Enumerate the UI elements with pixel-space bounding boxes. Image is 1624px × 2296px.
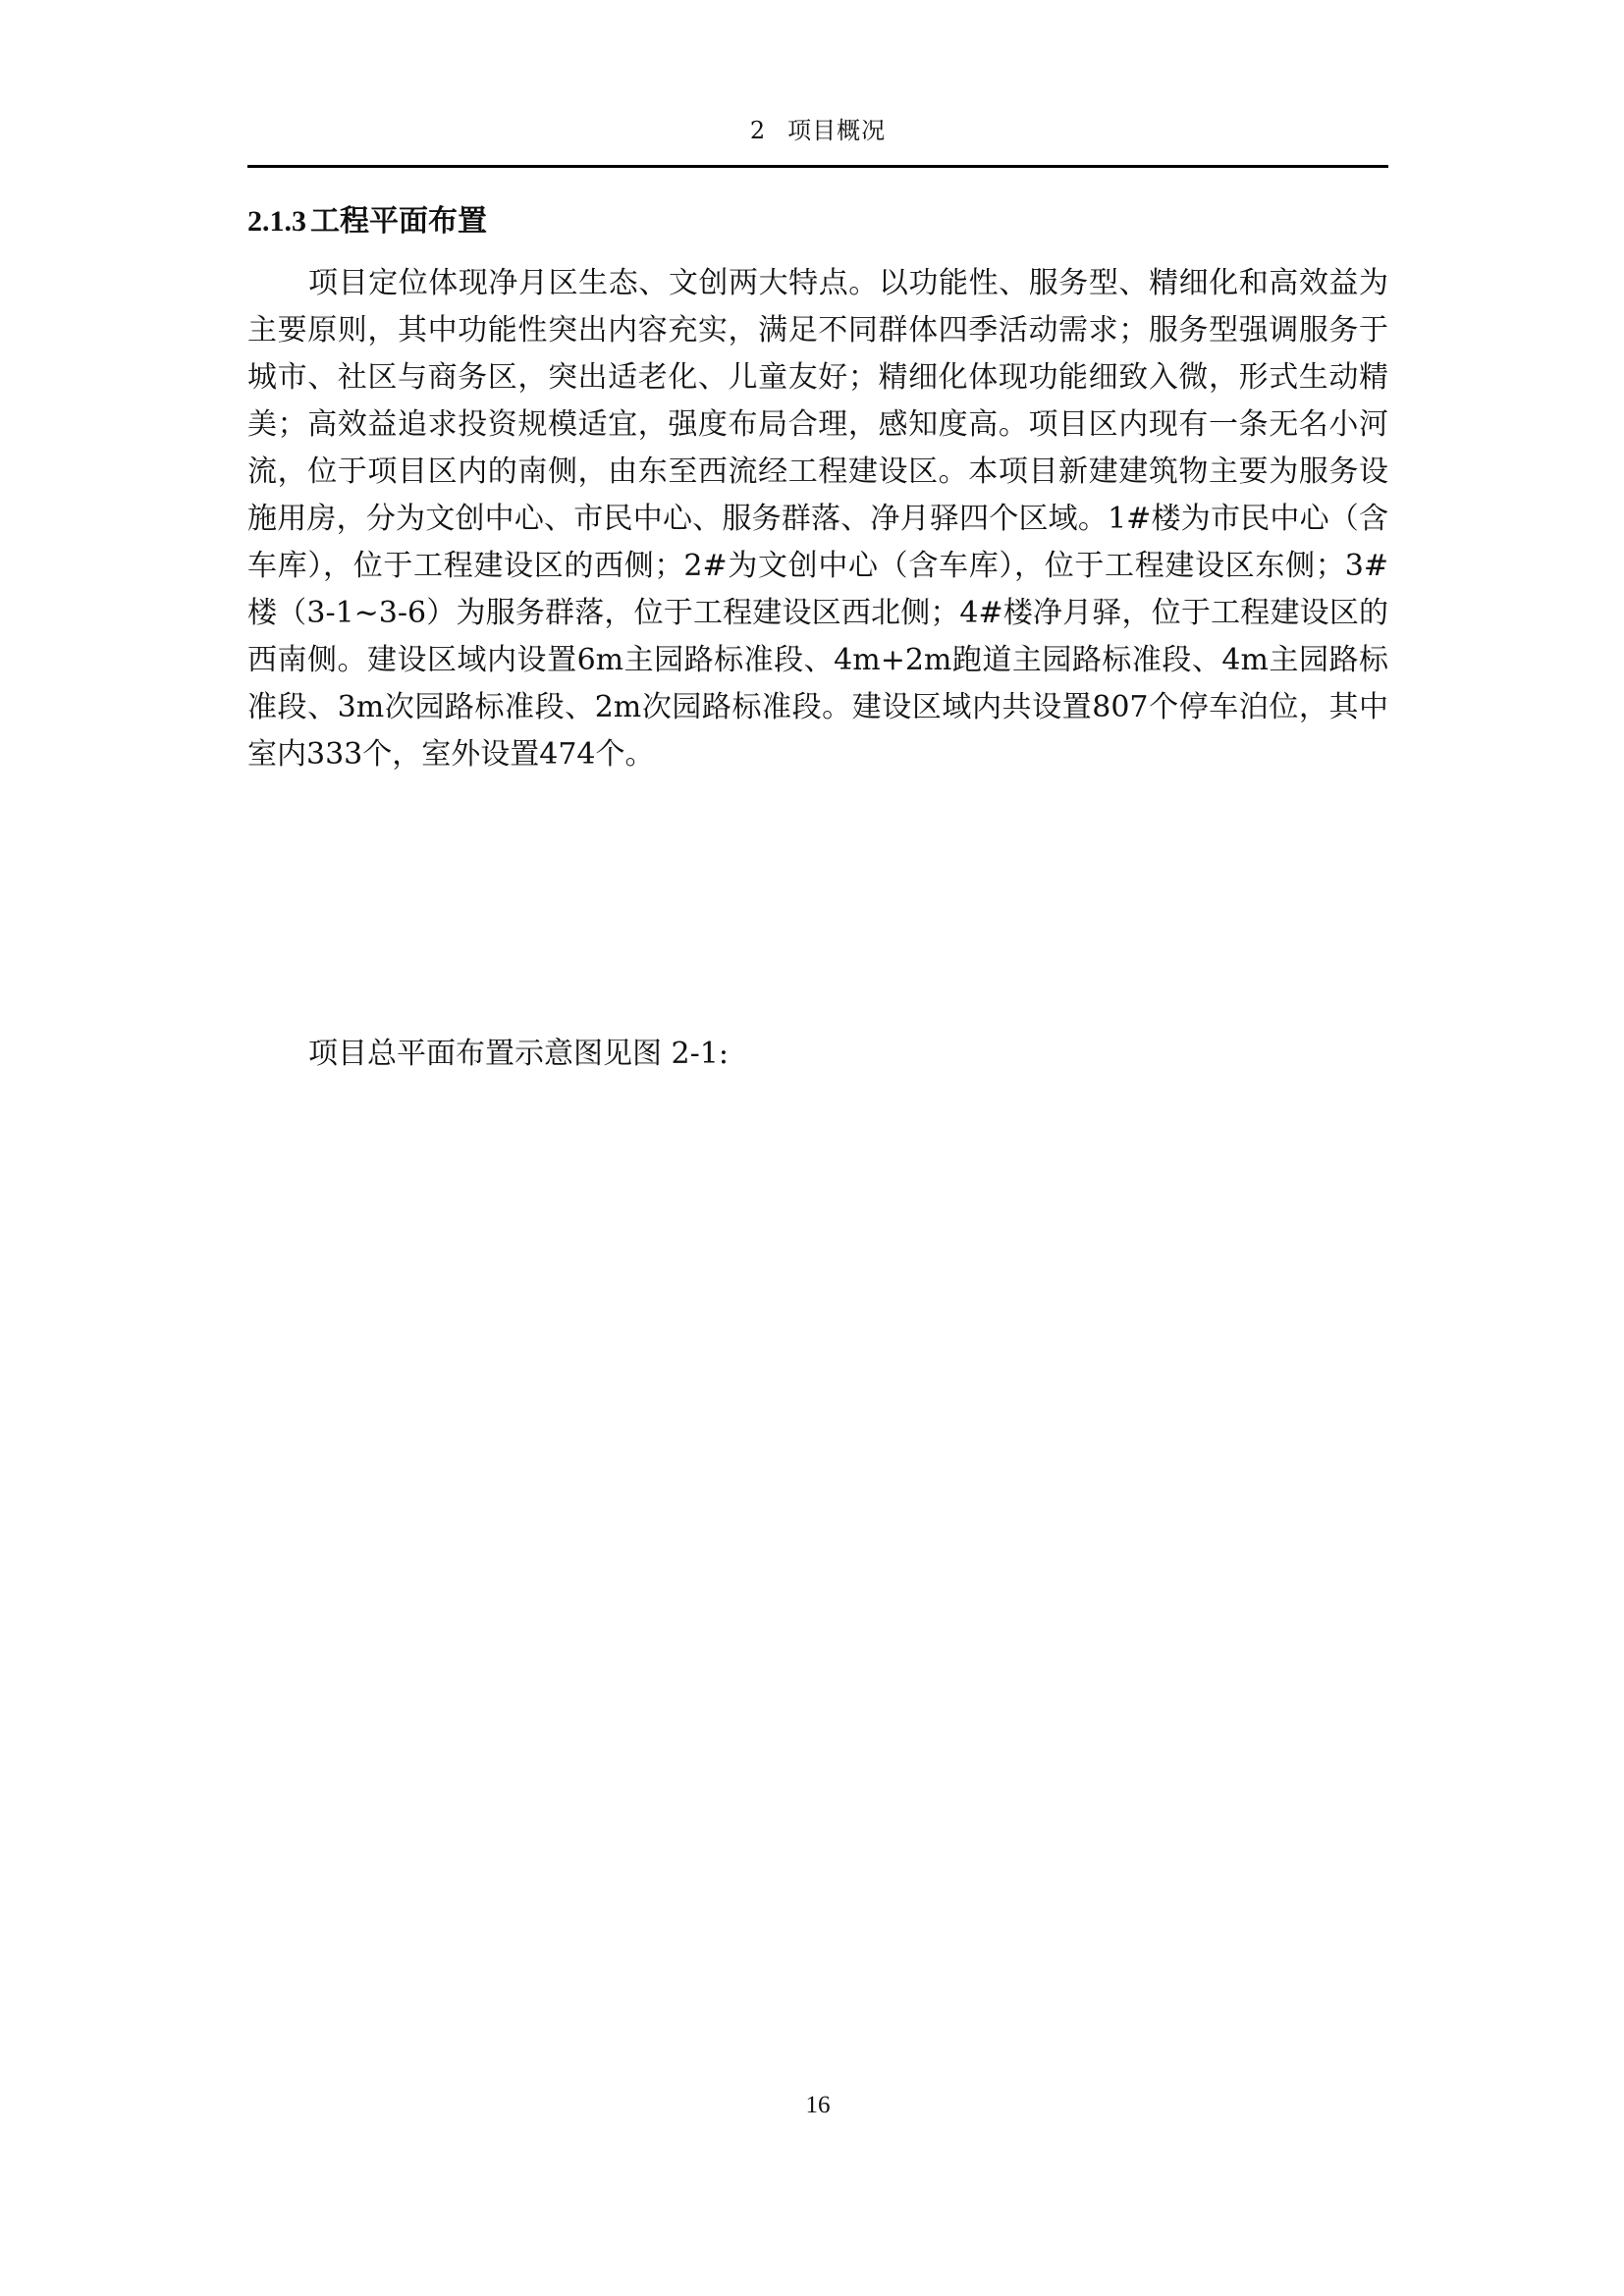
running-header [247,116,1388,145]
page-number: 16 [805,2092,831,2118]
section-title: 工程平面布置 [310,204,487,239]
body-paragraph-figure-reference: 项目总平面布置示意图见图 2-1: [308,1037,729,1071]
section-heading [247,202,487,241]
header-divider [247,165,1388,168]
header-chapter-title: 项目概况 [787,117,887,144]
header-chapter-number: 2 [749,117,767,144]
section-number: 2.1.3 [247,205,306,238]
body-paragraph-layout: 项目定位体现净月区生态、文创两大特点。以功能性、服务型、精细化和高效益为主要原则，其中功能性突出内容充实，满足不同群体四季活动需求；服务型强调服务于城市、社区与商务区，突出适老化、儿童友好；精细化体现功能细致入微，形式生动精美；高效益追求投资规模适宜，强度布局合理，感知度高。项目区内现有一条无名小河流，位于项目区内的南侧，由东至西流经工程建设区。本项目新建建筑物主要为服务设施用房，分为文创中心、市民中心、服务群落、净月驿四个区域。1#楼为市民中心（含车库），位于工程建设区的西侧；2#为文创中心（含车库），位于工程建设区东侧；3#楼（3-1~3-6）为服务群落，位于工程建设区西北侧；4#楼净月驿，位于工程建设区的西南侧。建设区域内设置6m主园路标准段、4m+2m跑道主园路标准段、4m主园路标准段、3m次园路标准段、2m次园路标准段。建设区域内共设置807个停车泊位，其中室内333个，室外设置474个。 [247,266,1388,772]
